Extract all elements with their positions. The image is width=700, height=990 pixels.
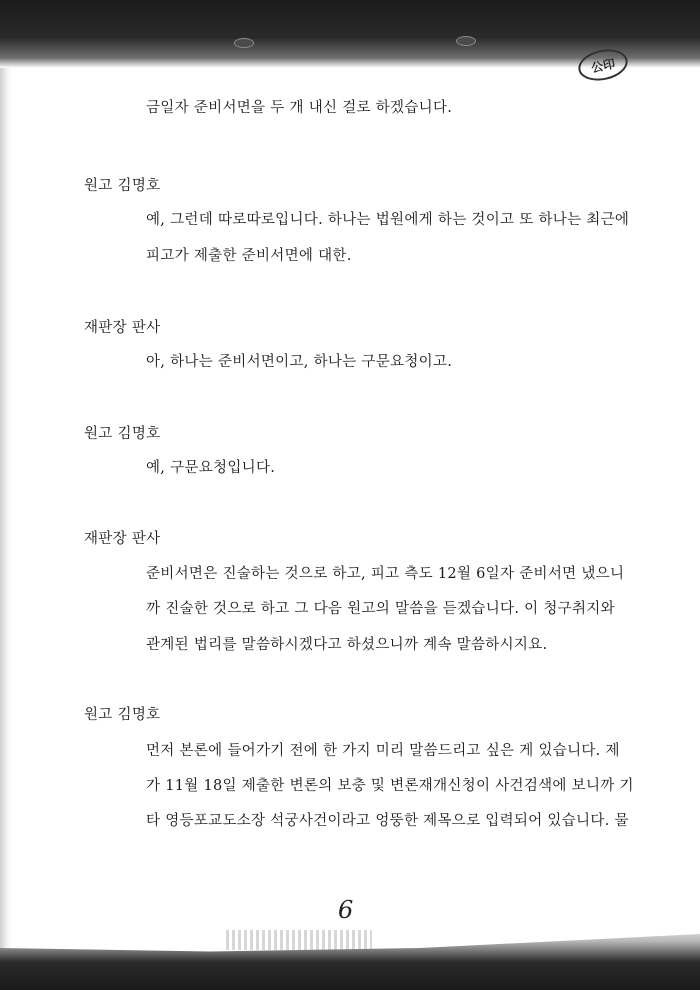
scan-barcode-mark: [226, 930, 372, 950]
speaker-label: 원고 김명호: [84, 178, 161, 194]
transcript-line: 준비서면은 진술하는 것으로 하고, 피고 측도 12월 6일자 준비서면 냈으니: [146, 566, 625, 582]
transcript-line: 까 진술한 것으로 하고 그 다음 원고의 말씀을 듣겠습니다. 이 청구취지와: [146, 601, 615, 617]
transcript-line: 가 11월 18일 제출한 변론의 보충 및 변론재개신청이 사건검색에 보니까 기: [146, 778, 634, 794]
transcript-line: 피고가 제출한 준비서면에 대한.: [146, 248, 352, 264]
scan-hole-mark: [456, 36, 476, 46]
transcript-line: 금일자 준비서면을 두 개 내신 걸로 하겠습니다.: [146, 100, 453, 116]
speaker-label: 원고 김명호: [84, 707, 161, 723]
transcript-line: 예, 구문요청입니다.: [146, 460, 276, 476]
speaker-label: 재판장 판사: [84, 531, 161, 547]
speaker-label: 원고 김명호: [84, 426, 161, 442]
transcript-line: 예, 그런데 따로따로입니다. 하나는 법원에게 하는 것이고 또 하나는 최근에: [146, 212, 630, 228]
page-number: 6: [338, 896, 354, 924]
scan-hole-mark: [234, 38, 254, 48]
transcript-line: 관계된 법리를 말씀하시겠다고 하셨으니까 계속 말씀하시지요.: [146, 637, 548, 653]
seal-stamp: 公印: [575, 45, 630, 85]
transcript-line: 타 영등포교도소장 석궁사건이라고 엉뚱한 제목으로 입력되어 있습니다. 물: [146, 813, 629, 829]
transcript-line: 아, 하나는 준비서면이고, 하나는 구문요청이고.: [146, 354, 453, 370]
scan-left-shadow: [0, 0, 12, 990]
speaker-label: 재판장 판사: [84, 320, 161, 336]
transcript-line: 먼저 본론에 들어가기 전에 한 가지 미리 말씀드리고 싶은 게 있습니다. 제: [146, 743, 620, 759]
